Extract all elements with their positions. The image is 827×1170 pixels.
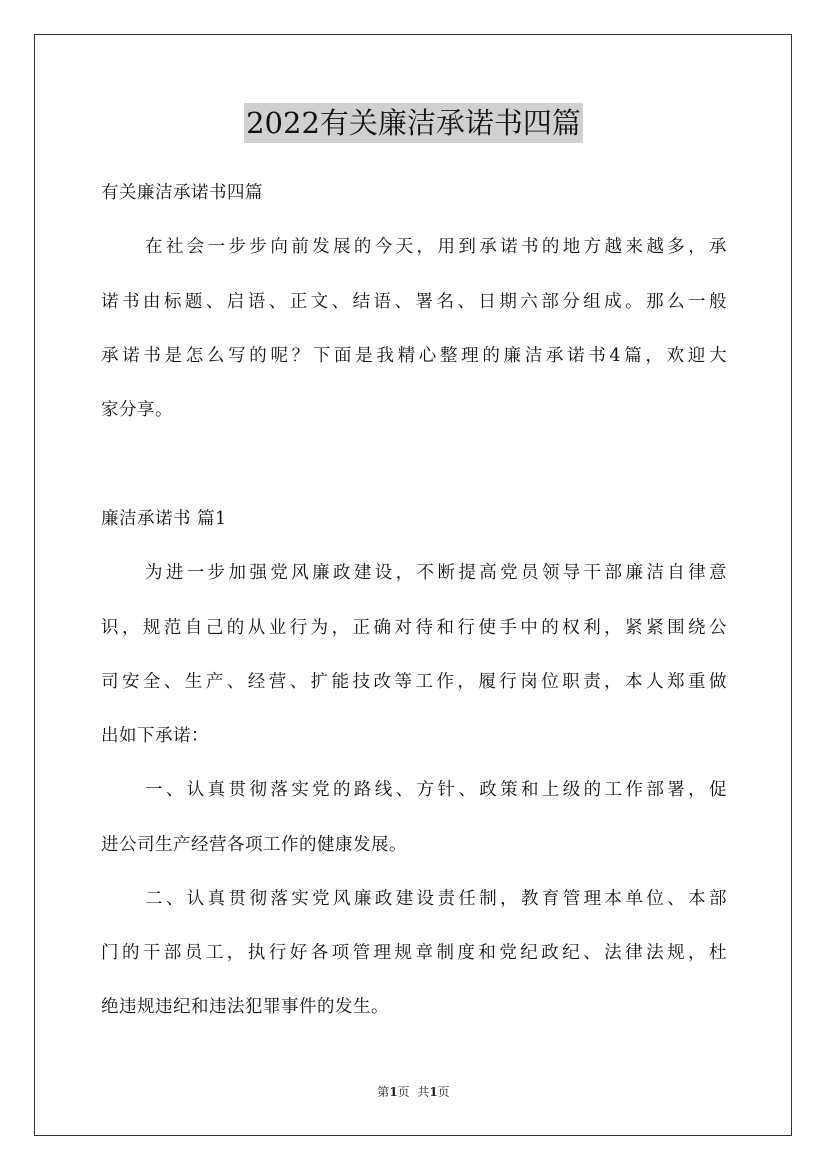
paragraph-line: 绝违规违纪和违法犯罪事件的发生。 (101, 997, 389, 1017)
document-title: 2022有关廉洁承诺书四篇 (244, 103, 583, 143)
paragraph-line: 出如下承诺： (101, 726, 209, 746)
section-heading: 廉洁承诺书 篇1 (101, 509, 227, 529)
paragraph-line: 司安全、生产、经营、扩能技改等工作，履行岗位职责，本人郑重做 (101, 672, 727, 692)
paragraph-line: 家分享。 (101, 400, 173, 420)
page-mid: 页 共 (397, 1085, 430, 1099)
page-suffix: 页 (437, 1085, 450, 1099)
title-wrapper (0, 103, 827, 143)
paragraph-line: 二、认真贯彻落实党风廉政建设责任制，教育管理本单位、本部 (145, 889, 727, 909)
paragraph-line: 承诺书是怎么写的呢？下面是我精心整理的廉洁承诺书4篇，欢迎大 (101, 346, 727, 366)
page-total: 1 (429, 1085, 438, 1099)
paragraph-line: 一、认真贯彻落实党的路线、方针、政策和上级的工作部署，促 (145, 780, 727, 800)
page-current: 1 (389, 1085, 398, 1099)
paragraph-line: 在社会一步步向前发展的今天，用到承诺书的地方越来越多，承 (145, 237, 727, 257)
page-prefix: 第 (377, 1085, 390, 1099)
page-footer (0, 1084, 827, 1100)
paragraph-line: 识，规范自己的从业行为，正确对待和行使手中的权利，紧紧围绕公 (101, 618, 727, 638)
paragraph-line: 进公司生产经营各项工作的健康发展。 (101, 835, 407, 855)
paragraph-line: 诺书由标题、启语、正文、结语、署名、日期六部分组成。那么一般 (101, 292, 727, 312)
paragraph-line: 门的干部员工，执行好各项管理规章制度和党纪政纪、法律法规，杜 (101, 943, 727, 963)
paragraph-line: 为进一步加强党风廉政建设，不断提高党员领导干部廉洁自律意 (145, 563, 727, 583)
subtitle-line: 有关廉洁承诺书四篇 (101, 183, 263, 203)
